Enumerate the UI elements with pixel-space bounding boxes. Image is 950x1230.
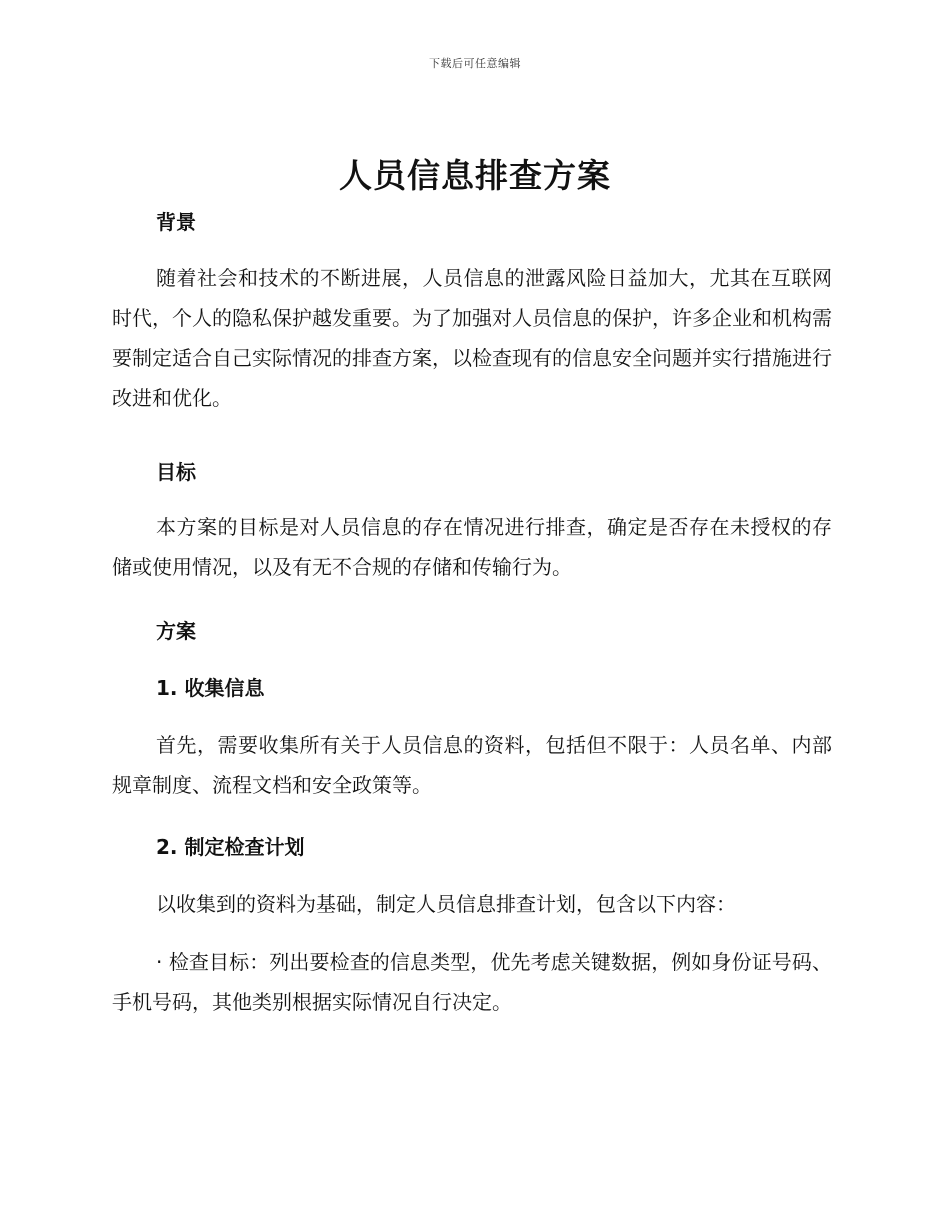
bullet-item-check-target: · 检查目标：列出要检查的信息类型，优先考虑关键数据，例如身份证号码、手机号码，其他类别根据实际情况自行决定。 bbox=[112, 950, 832, 1014]
heading-step-2: 2. 制定检查计划 bbox=[156, 835, 305, 859]
paragraph-step-1: 首先，需要收集所有关于人员信息的资料，包括但不限于：人员名单、内部规章制度、流程文档和安全政策等。 bbox=[112, 733, 832, 797]
document-title: 人员信息排查方案 bbox=[339, 156, 611, 195]
paragraph-background: 随着社会和技术的不断进展，人员信息的泄露风险日益加大，尤其在互联网时代，个人的隐私保护越发重要。为了加强对人员信息的保护，许多企业和机构需要制定适合自己实际情况的排查方案，以检查现有的信息安全问题并实行措施进行改进和优化。 bbox=[112, 266, 832, 410]
heading-step-1: 1. 收集信息 bbox=[156, 676, 265, 700]
header-note: 下载后可任意编辑 bbox=[429, 57, 521, 70]
heading-background: 背景 bbox=[156, 210, 196, 234]
heading-plan: 方案 bbox=[156, 619, 196, 643]
heading-goal: 目标 bbox=[156, 460, 196, 484]
paragraph-goal: 本方案的目标是对人员信息的存在情况进行排查，确定是否存在未授权的存储或使用情况，以及有无不合规的存储和传输行为。 bbox=[112, 515, 832, 579]
paragraph-step-2: 以收集到的资料为基础，制定人员信息排查计划，包含以下内容： bbox=[156, 892, 736, 916]
